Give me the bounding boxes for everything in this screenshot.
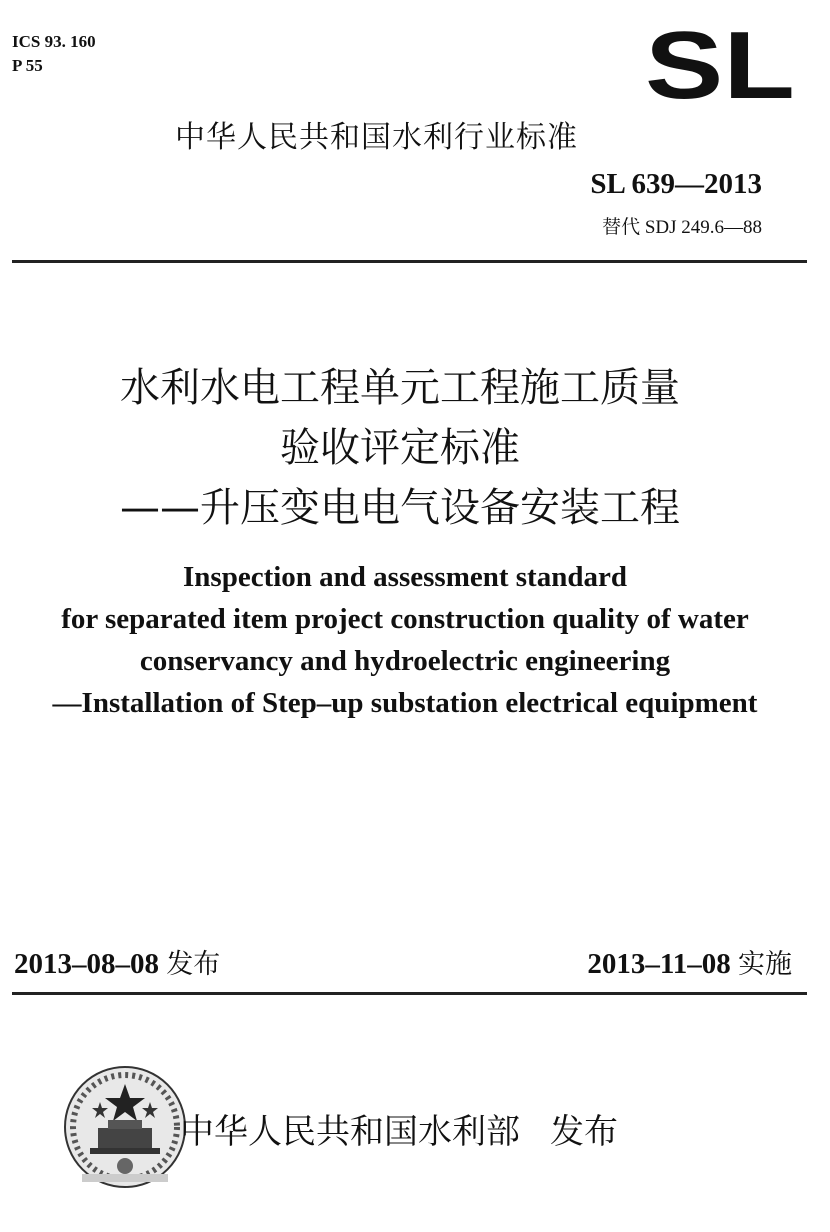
title-cn-line-3: ——升压变电电气设备安装工程: [120, 485, 680, 531]
sl-logo-text: SL: [645, 22, 795, 102]
sl-logo: [645, 22, 795, 102]
title-cn-line-1: 水利水电工程单元工程施工质量: [120, 365, 680, 411]
classification-codes: [12, 30, 96, 78]
top-divider: [12, 260, 807, 263]
issue-date-block: [14, 942, 220, 981]
publisher-name: 中华人民共和国水利部: [180, 1112, 520, 1152]
implementation-label: 实施: [738, 949, 792, 980]
industry-standard-heading: 中华人民共和国水利行业标准: [175, 120, 578, 155]
standard-code: SL 639—2013: [590, 168, 762, 200]
title-cn-line-2: 验收评定标准: [280, 425, 520, 471]
issue-label: 发布: [166, 949, 221, 980]
implementation-date-block: [587, 942, 792, 981]
title-en-line-4: —Installation of Step–up substation electrical equipment: [52, 687, 758, 719]
implementation-date: 2013–11–08: [587, 948, 731, 980]
publisher: [180, 1104, 618, 1153]
bottom-divider: [12, 992, 807, 995]
publish-label: 发布: [550, 1112, 618, 1152]
title-english: [0, 556, 810, 724]
title-chinese: [0, 358, 800, 538]
title-en-line-3: conservancy and hydroelectric engineering: [139, 645, 671, 677]
ics-code: ICS 93. 160: [12, 32, 96, 51]
p-code: P 55: [12, 56, 43, 75]
national-emblem-icon: [60, 1062, 190, 1192]
replaces-code: 替代 SDJ 249.6—88: [602, 217, 762, 238]
issue-date: 2013–08–08: [14, 948, 159, 980]
title-en-line-1: Inspection and assessment standard: [183, 561, 627, 593]
title-en-line-2: for separated item project construction quality of water: [61, 603, 749, 635]
